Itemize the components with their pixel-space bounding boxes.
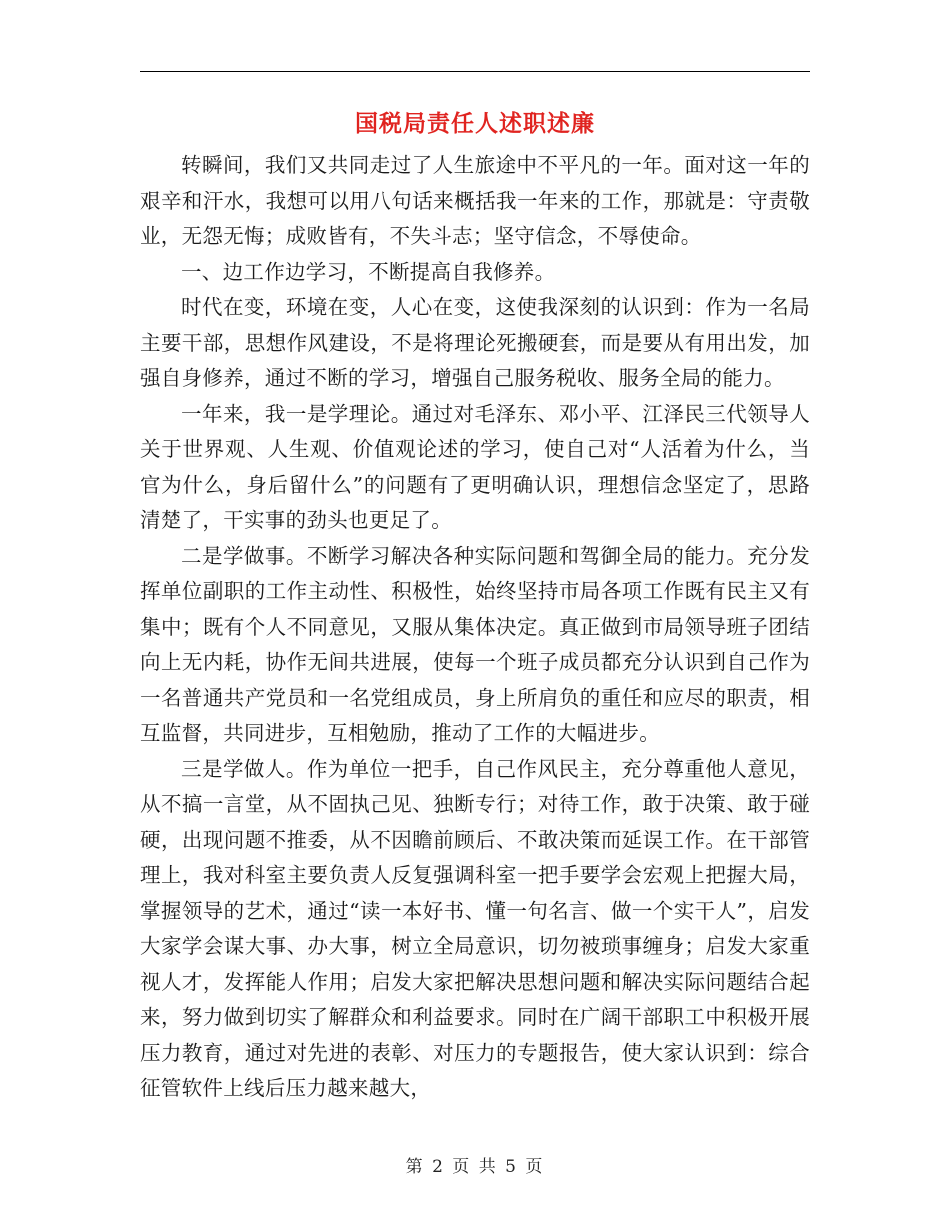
page-number-footer: 第 2 页 共 5 页 xyxy=(405,1157,545,1177)
paragraph-times-change: 时代在变，环境在变，人心在变，这使我深刻的认识到：作为一名局主要干部，思想作风建设，不是将理论死搬硬套，而是要从有用出发，加强自身修养，通过不断的学习，增强自己服务税收、服务全局的能力。 xyxy=(140,295,810,390)
paragraph-learn-conduct: 三是学做人。作为单位一把手，自己作风民主，充分尊重他人意见，从不搞一言堂，从不固执己见、独断专行；对待工作，敢于决策、敢于碰硬，出现问题不推委，从不因瞻前顾后、不敢决策而延误工作。在干部管理上，我对科室主要负责人反复强调科室一把手要学会宏观上把握大局，掌握领导的艺术，通过“读一本好书、懂一句名言、做一个实干人”，启发大家学会谋大事、办大事，树立全局意识，切勿被琐事缠身；启发大家重视人才，发挥能人作用；启发大家把解决思想问题和解决实际问题结合起来，努力做到切实了解群众和利益要求。同时在广阔干部职工中积极开展压力教育，通过对先进的表彰、对压力的专题报告，使大家认识到：综合征管软件上线后压力越来越大， xyxy=(140,756,810,1100)
header-rule xyxy=(140,71,810,72)
paragraph-learn-work: 二是学做事。不断学习解决各种实际问题和驾御全局的能力。充分发挥单位副职的工作主动性、积极性，始终坚持市局各项工作既有民主又有集中；既有个人不同意见，又服从集体决定。真正做到市局领导班子团结向上无内耗，协作无间共进展，使每一个班子成员都充分认识到自己作为一名普通共产党员和一名党组成员，身上所肩负的重任和应尽的职责，相互监督，共同进步，互相勉励，推动了工作的大幅进步。 xyxy=(140,543,810,745)
paragraph-learn-theory: 一年来，我一是学理论。通过对毛泽东、邓小平、江泽民三代领导人关于世界观、人生观、价值观论述的学习，使自己对“人活着为什么，当官为什么，身后留什么”的问题有了更明确认识，理想信念坚定了，思路清楚了，干实事的劲头也更足了。 xyxy=(140,401,810,532)
section-heading-1: 一、边工作边学习，不断提高自我修养。 xyxy=(181,259,556,284)
paragraph-intro: 转瞬间，我们又共同走过了人生旅途中不平凡的一年。面对这一年的艰辛和汗水，我想可以用八句话来概括我一年来的工作，那就是：守责敬业，无怨无悔；成败皆有，不失斗志；坚守信念，不辱使命。 xyxy=(140,153,810,248)
document-body xyxy=(140,148,810,1107)
document-title: 国税局责任人述职述廉 xyxy=(355,110,595,137)
